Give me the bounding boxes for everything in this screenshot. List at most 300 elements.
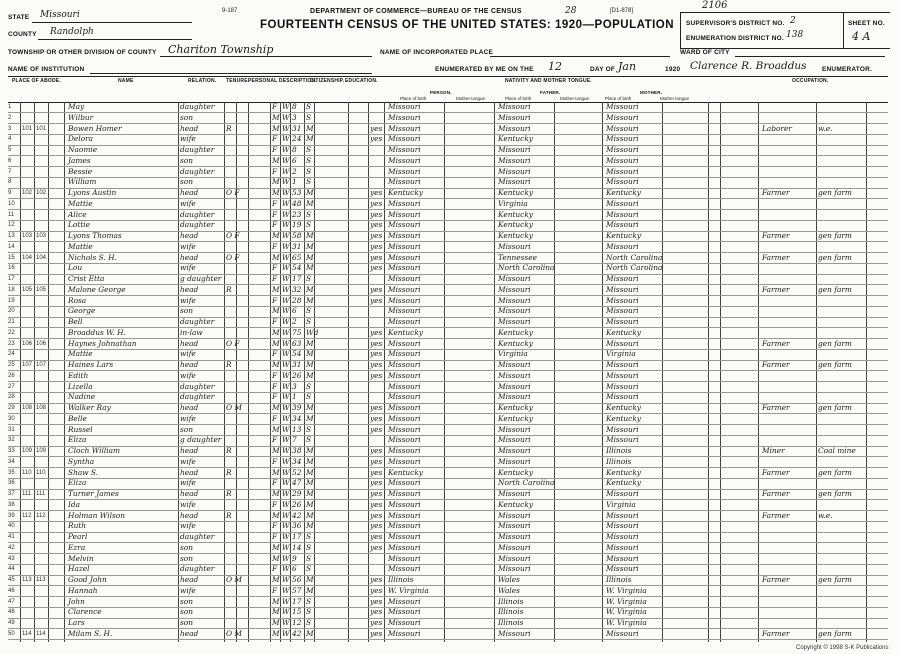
cell-state: Missouri bbox=[388, 166, 421, 176]
cell-ten: R bbox=[226, 360, 232, 369]
cell-ind: Coal mine bbox=[818, 446, 856, 455]
cell-lit: yes bbox=[370, 424, 383, 434]
cell-fstate: Missouri bbox=[498, 564, 531, 574]
cell-n: 30 bbox=[8, 415, 15, 422]
cell-ten: O M bbox=[226, 575, 242, 584]
cell-fstate: Missouri bbox=[498, 112, 531, 122]
group-occupation: OCCUPATION. bbox=[792, 78, 829, 84]
cell-state: Missouri bbox=[388, 360, 421, 369]
cell-race: W bbox=[282, 177, 290, 187]
table-row bbox=[8, 392, 888, 403]
cell-ten: R bbox=[226, 123, 232, 133]
cell-mstate: W. Virginia bbox=[606, 618, 647, 627]
cell-sex: F bbox=[272, 499, 278, 509]
cell-age: 29 bbox=[292, 489, 302, 498]
cell-state: Missouri bbox=[388, 220, 421, 230]
cell-mstate: Kentucky bbox=[606, 188, 641, 197]
cell-fstate: Kentucky bbox=[498, 134, 533, 144]
cell-sex: M bbox=[272, 628, 280, 638]
cell-mar: S bbox=[306, 424, 312, 434]
cell-n: 21 bbox=[8, 319, 15, 325]
cell-n: 26 bbox=[8, 372, 15, 379]
cell-mstate: Missouri bbox=[606, 102, 639, 111]
cell-fam: 104 bbox=[36, 254, 47, 261]
table-row bbox=[8, 296, 888, 307]
cell-dwell: 106 bbox=[22, 340, 33, 347]
cell-race: W bbox=[282, 585, 290, 595]
cell-age: 7 bbox=[292, 435, 297, 445]
cell-mstate: Missouri bbox=[606, 338, 639, 348]
cell-age: 2 bbox=[292, 317, 297, 326]
cell-n: 46 bbox=[8, 587, 15, 594]
page-title: FOURTEENTH CENSUS OF THE UNITED STATES: 1920—POPULATION bbox=[260, 19, 675, 31]
enumerated-by-label: ENUMERATED BY ME ON THE bbox=[435, 66, 534, 73]
cell-fstate: Kentucky bbox=[498, 413, 533, 423]
cell-fam: 113 bbox=[36, 577, 46, 583]
cell-name: Ruth bbox=[68, 521, 87, 531]
cell-state: Missouri bbox=[388, 241, 421, 251]
cell-ind: w.e. bbox=[818, 510, 833, 520]
cell-fstate: Tennessee bbox=[498, 252, 537, 262]
cell-ten: R bbox=[226, 284, 232, 294]
cell-state: Missouri bbox=[388, 295, 421, 305]
cell-sex: M bbox=[272, 231, 280, 240]
table-row bbox=[8, 511, 888, 522]
township-label: TOWNSHIP OR OTHER DIVISION OF COUNTY bbox=[8, 49, 157, 56]
cell-rel: daughter bbox=[180, 220, 215, 230]
cell-sex: F bbox=[272, 564, 278, 574]
cell-ind: gen farm bbox=[818, 338, 852, 348]
cell-fam: 111 bbox=[36, 491, 46, 497]
cell-race: W bbox=[282, 521, 290, 531]
cell-race: W bbox=[282, 274, 290, 283]
cell-n: 1 bbox=[8, 104, 12, 110]
cell-mar: S bbox=[306, 435, 312, 445]
cell-mstate: Kentucky bbox=[606, 413, 641, 423]
cell-sex: M bbox=[272, 542, 280, 552]
cell-sex: M bbox=[272, 575, 280, 584]
cell-mar: S bbox=[306, 220, 312, 230]
table-row bbox=[8, 457, 888, 468]
cell-n: 19 bbox=[8, 297, 15, 304]
cell-name: Hazel bbox=[68, 564, 90, 574]
cell-name: Mattie bbox=[68, 198, 93, 208]
cell-rel: son bbox=[180, 424, 194, 434]
cell-fam: 101 bbox=[36, 125, 47, 132]
cell-lit: yes bbox=[370, 478, 383, 488]
subhead-person: PERSON. bbox=[430, 90, 452, 95]
cell-fstate: Kentucky bbox=[498, 499, 533, 509]
cell-race: W bbox=[282, 349, 290, 359]
cell-race: W bbox=[282, 102, 290, 111]
table-row bbox=[8, 532, 888, 543]
cell-name: Syntha bbox=[68, 456, 95, 466]
cell-lit: yes bbox=[370, 327, 383, 337]
cell-mar: M bbox=[306, 252, 314, 262]
cell-mar: M bbox=[306, 628, 314, 638]
cell-ten: O M bbox=[226, 403, 242, 412]
table-row bbox=[8, 564, 888, 575]
cell-dwell: 108 bbox=[22, 405, 33, 411]
cell-fam: 107 bbox=[36, 362, 47, 368]
cell-lit: yes bbox=[370, 446, 383, 455]
cell-race: W bbox=[282, 198, 290, 208]
cell-name: Bowen Homer bbox=[68, 123, 122, 133]
cell-race: W bbox=[282, 145, 290, 154]
cell-rel: son bbox=[180, 553, 194, 563]
cell-fstate: Missouri bbox=[498, 166, 531, 176]
cell-sex: F bbox=[272, 102, 278, 111]
cell-ind: w.e. bbox=[818, 123, 833, 133]
cell-dwell: 104 bbox=[22, 254, 33, 261]
cell-name: Nichols S. H. bbox=[68, 252, 117, 262]
cell-race: W bbox=[282, 542, 290, 552]
cell-mstate: Missouri bbox=[606, 542, 639, 552]
cell-rel: head bbox=[180, 575, 199, 584]
cell-rel: wife bbox=[180, 134, 196, 144]
cell-lit: yes bbox=[370, 252, 383, 262]
cell-age: 58 bbox=[292, 231, 302, 240]
cell-lit: yes bbox=[370, 349, 383, 359]
cell-age: 12 bbox=[292, 618, 302, 627]
cell-state: Missouri bbox=[388, 424, 421, 434]
cell-lit: yes bbox=[370, 467, 383, 477]
cell-race: W bbox=[282, 317, 290, 326]
county-label: COUNTY bbox=[8, 31, 37, 38]
cell-fstate: Missouri bbox=[498, 392, 531, 402]
cell-mar: M bbox=[306, 241, 314, 251]
cell-age: 15 bbox=[292, 607, 302, 617]
cell-mstate: Missouri bbox=[606, 220, 639, 230]
cell-lit: yes bbox=[370, 628, 383, 638]
table-row bbox=[8, 360, 888, 371]
cell-state: Missouri bbox=[388, 177, 421, 187]
table-row bbox=[8, 554, 888, 565]
cell-fstate: Missouri bbox=[498, 424, 531, 434]
table-row bbox=[8, 425, 888, 436]
cell-age: 13 bbox=[292, 424, 302, 434]
cell-fstate: Missouri bbox=[498, 510, 531, 520]
cell-sex: F bbox=[272, 198, 278, 208]
cell-rel: head bbox=[180, 284, 199, 294]
table-row bbox=[8, 349, 888, 360]
table-row bbox=[8, 317, 888, 328]
cell-age: 63 bbox=[292, 338, 302, 348]
cell-age: 14 bbox=[292, 542, 302, 552]
cell-age: 42 bbox=[292, 510, 302, 520]
cell-n: 16 bbox=[8, 265, 15, 272]
table-row bbox=[8, 285, 888, 296]
cell-age: 48 bbox=[292, 198, 302, 208]
cell-sex: M bbox=[272, 155, 280, 165]
cell-sex: F bbox=[272, 349, 278, 359]
cell-race: W bbox=[282, 510, 290, 520]
supervisor-district-value: 2 bbox=[790, 16, 796, 26]
cell-n: 9 bbox=[8, 190, 12, 196]
cell-rel: son bbox=[180, 306, 194, 316]
cell-mstate: Missouri bbox=[606, 317, 639, 326]
table-row bbox=[8, 339, 888, 350]
cell-name: Lottie bbox=[68, 220, 91, 230]
cell-mstate: Missouri bbox=[606, 145, 639, 154]
cell-fstate: Kentucky bbox=[498, 209, 533, 219]
cell-fam: 114 bbox=[36, 630, 46, 637]
cell-race: W bbox=[282, 413, 290, 423]
cell-mar: M bbox=[306, 489, 314, 498]
cell-name: Clarence bbox=[68, 607, 102, 617]
cell-name: Ezra bbox=[68, 542, 86, 552]
cell-age: 38 bbox=[292, 446, 302, 455]
cell-fstate: Wales bbox=[498, 585, 520, 595]
cell-sex: M bbox=[272, 403, 280, 412]
cell-lit: yes bbox=[370, 220, 383, 230]
cell-name: May bbox=[68, 102, 85, 111]
cell-occ: Farmer bbox=[762, 628, 790, 638]
cell-state: Missouri bbox=[388, 349, 421, 359]
cell-sex: F bbox=[272, 413, 278, 423]
cell-mar: S bbox=[306, 112, 312, 122]
cell-age: 39 bbox=[292, 403, 302, 412]
cell-age: 1 bbox=[292, 177, 297, 187]
cell-age: 6 bbox=[292, 155, 297, 165]
cell-rel: g daughter bbox=[180, 274, 222, 283]
cell-sex: F bbox=[272, 392, 278, 402]
cell-occ: Farmer bbox=[762, 231, 790, 240]
cell-rel: wife bbox=[180, 499, 196, 509]
cell-sex: F bbox=[272, 145, 278, 154]
cell-n: 34 bbox=[8, 458, 15, 465]
cell-rel: son bbox=[180, 112, 194, 122]
cell-n: 45 bbox=[8, 577, 15, 583]
cell-fam: 109 bbox=[36, 448, 47, 454]
cell-mstate: W. Virginia bbox=[606, 596, 647, 606]
cell-mar: M bbox=[306, 263, 314, 273]
cell-sex: F bbox=[272, 381, 278, 391]
cell-mstate: North Carolina bbox=[606, 252, 663, 262]
cell-rel: wife bbox=[180, 263, 196, 273]
cell-race: W bbox=[282, 155, 290, 165]
cell-race: W bbox=[282, 532, 290, 541]
cell-lit: yes bbox=[370, 413, 383, 423]
cell-occ: Farmer bbox=[762, 489, 790, 498]
cell-n: 5 bbox=[8, 147, 12, 153]
cell-mar: M bbox=[306, 456, 314, 466]
table-row bbox=[8, 607, 888, 618]
stamp-number: 2106 bbox=[702, 0, 728, 11]
cell-mar: M bbox=[306, 575, 314, 584]
cell-state: Missouri bbox=[388, 209, 421, 219]
cell-rel: daughter bbox=[180, 102, 215, 111]
cell-state: Missouri bbox=[388, 370, 421, 380]
cell-name: Haines Lars bbox=[68, 360, 114, 369]
cell-fstate: Missouri bbox=[498, 177, 531, 187]
cell-state: Missouri bbox=[388, 628, 421, 638]
department-heading: DEPARTMENT OF COMMERCE—BUREAU OF THE CENSUS bbox=[310, 8, 522, 15]
cell-mstate: Missouri bbox=[606, 489, 639, 498]
cell-state: Missouri bbox=[388, 252, 421, 262]
table-row bbox=[8, 500, 888, 511]
group-name: NAME bbox=[118, 78, 134, 84]
cell-n: 11 bbox=[8, 211, 15, 218]
cell-age: 47 bbox=[292, 478, 302, 488]
cell-age: 1 bbox=[292, 392, 297, 402]
cell-fstate: Virginia bbox=[498, 349, 528, 359]
cell-state: Missouri bbox=[388, 134, 421, 144]
cell-rel: daughter bbox=[180, 381, 215, 391]
cell-rel: head bbox=[180, 123, 199, 133]
cell-fstate: Missouri bbox=[498, 155, 531, 165]
cell-race: W bbox=[282, 123, 290, 133]
cell-fstate: North Carolina bbox=[498, 263, 555, 273]
cell-fstate: Kentucky bbox=[498, 403, 533, 412]
cell-n: 37 bbox=[8, 491, 15, 497]
cell-state: Missouri bbox=[388, 145, 421, 154]
group-personal: PERSONAL DESCRIPTION. bbox=[248, 78, 317, 84]
table-row bbox=[8, 145, 888, 156]
table-row bbox=[8, 220, 888, 231]
cell-name: George bbox=[68, 306, 96, 316]
cell-state: Missouri bbox=[388, 274, 421, 283]
cell-n: 32 bbox=[8, 437, 15, 444]
cell-n: 38 bbox=[8, 501, 15, 508]
cell-fstate: Missouri bbox=[498, 542, 531, 552]
cell-fstate: Kentucky bbox=[498, 220, 533, 230]
cell-rel: head bbox=[180, 467, 199, 477]
cell-mstate: Missouri bbox=[606, 177, 639, 187]
cell-state: Missouri bbox=[388, 198, 421, 208]
cell-rel: son bbox=[180, 596, 194, 606]
cell-ten: O F bbox=[226, 338, 240, 348]
cell-state: Missouri bbox=[388, 510, 421, 520]
cell-occ: Farmer bbox=[762, 575, 790, 584]
cell-race: W bbox=[282, 575, 290, 584]
cell-race: W bbox=[282, 403, 290, 412]
cell-name: James bbox=[68, 155, 91, 165]
cell-n: 13 bbox=[8, 233, 15, 239]
cell-sex: F bbox=[272, 370, 278, 380]
cell-mar: M bbox=[306, 198, 314, 208]
cell-name: Belle bbox=[68, 413, 87, 423]
table-row bbox=[8, 371, 888, 382]
cell-mar: M bbox=[306, 403, 314, 412]
cell-state: Missouri bbox=[388, 456, 421, 466]
table-row bbox=[8, 188, 888, 199]
cell-state: Missouri bbox=[388, 532, 421, 541]
cell-sex: F bbox=[272, 220, 278, 230]
cell-rel: head bbox=[180, 489, 199, 498]
subhead-tongue-person: Mother tongue bbox=[456, 96, 486, 101]
cell-mar: M bbox=[306, 188, 314, 197]
cell-mstate: Kentucky bbox=[606, 327, 641, 337]
cell-name: Russel bbox=[68, 424, 93, 434]
cell-lit: yes bbox=[370, 575, 383, 584]
cell-fam: 102 bbox=[36, 190, 47, 196]
cell-race: W bbox=[282, 338, 290, 348]
cell-n: 28 bbox=[8, 394, 15, 401]
cell-n: 8 bbox=[8, 179, 12, 186]
cell-age: 3 bbox=[292, 381, 297, 391]
cell-mstate: Illinois bbox=[606, 575, 632, 584]
cell-fam: 108 bbox=[36, 405, 47, 411]
cell-fstate: Missouri bbox=[498, 435, 531, 445]
cell-occ: Miner bbox=[762, 446, 785, 455]
cell-name: Lyons Thomas bbox=[68, 231, 122, 240]
cell-mar: M bbox=[306, 510, 314, 520]
cell-mar: S bbox=[306, 618, 312, 627]
cell-state: Missouri bbox=[388, 521, 421, 531]
cell-race: W bbox=[282, 134, 290, 144]
cell-mstate: Missouri bbox=[606, 532, 639, 541]
table-row bbox=[8, 586, 888, 597]
cell-mar: S bbox=[306, 177, 312, 187]
census-table bbox=[8, 102, 888, 642]
cell-mstate: Missouri bbox=[606, 435, 639, 445]
cell-n: 48 bbox=[8, 609, 15, 616]
cell-race: W bbox=[282, 370, 290, 380]
cell-race: W bbox=[282, 467, 290, 477]
table-row bbox=[8, 414, 888, 425]
cell-n: 47 bbox=[8, 598, 15, 605]
cell-fstate: Illinois bbox=[498, 596, 524, 606]
cell-mstate: Virginia bbox=[606, 499, 636, 509]
table-row bbox=[8, 274, 888, 285]
cell-mar: M bbox=[306, 585, 314, 595]
cell-name: Eliza bbox=[68, 435, 87, 445]
cell-mstate: Illinois bbox=[606, 446, 632, 455]
cell-mar: S bbox=[306, 102, 312, 111]
cell-state: Missouri bbox=[388, 403, 421, 412]
cell-state: Missouri bbox=[388, 231, 421, 240]
cell-name: Shaw S. bbox=[68, 467, 99, 477]
cell-n: 2 bbox=[8, 114, 12, 121]
cell-race: W bbox=[282, 392, 290, 402]
cell-race: W bbox=[282, 295, 290, 305]
cell-state: Missouri bbox=[388, 112, 421, 122]
cell-n: 39 bbox=[8, 512, 15, 519]
township-value: Chariton Township bbox=[168, 43, 274, 56]
cell-n: 35 bbox=[8, 469, 15, 476]
subhead-tongue-mother: Mother tongue bbox=[660, 96, 690, 101]
cell-rel: wife bbox=[180, 456, 196, 466]
cell-mar: M bbox=[306, 284, 314, 294]
table-row bbox=[8, 382, 888, 393]
cell-age: 8 bbox=[292, 102, 297, 111]
cell-mstate: Missouri bbox=[606, 381, 639, 391]
sheet-no-value: 4 A bbox=[852, 30, 871, 43]
cell-sex: F bbox=[272, 209, 278, 219]
table-row bbox=[8, 102, 888, 113]
cell-race: W bbox=[282, 499, 290, 509]
cell-mstate: Missouri bbox=[606, 295, 639, 305]
cell-ind: gen farm bbox=[818, 628, 852, 638]
cell-ten: R bbox=[226, 446, 232, 455]
cell-state: Missouri bbox=[388, 499, 421, 509]
cell-dwell: 111 bbox=[22, 491, 32, 497]
cell-sex: M bbox=[272, 360, 280, 369]
table-row bbox=[8, 242, 888, 253]
group-abode: PLACE OF ABODE. bbox=[12, 78, 61, 84]
cell-race: W bbox=[282, 252, 290, 262]
subhead-birth-father: Place of birth bbox=[505, 96, 532, 101]
cell-mar: M bbox=[306, 499, 314, 509]
cell-n: 50 bbox=[8, 630, 15, 637]
copyright-notice: Copyright © 1998 S-K Publications bbox=[796, 645, 889, 651]
cell-sex: F bbox=[272, 241, 278, 251]
cell-mstate: Kentucky bbox=[606, 231, 641, 240]
cell-n: 3 bbox=[8, 125, 12, 132]
cell-n: 25 bbox=[8, 362, 15, 368]
cell-fstate: Missouri bbox=[498, 628, 531, 638]
